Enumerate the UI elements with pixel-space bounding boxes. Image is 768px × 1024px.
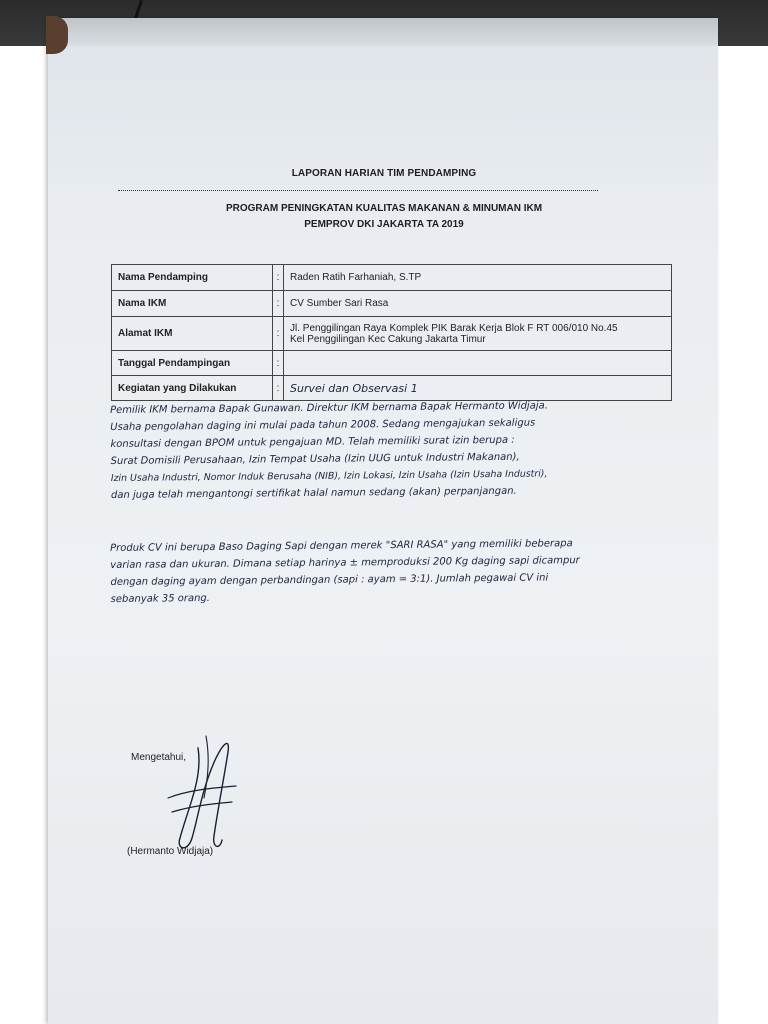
row-value <box>284 351 672 376</box>
note-line: sebanyak 35 orang. <box>110 592 211 605</box>
program-title: PROGRAM PENINGKATAN KUALITAS MAKANAN & MINUMAN IKM <box>225 203 543 214</box>
note-line: konsultasi dengan BPOM untuk pengajuan MD. Telah memiliki surat izin berupa : <box>110 434 515 450</box>
row-label: Alamat IKM <box>112 317 273 351</box>
note-line: dengan daging ayam dengan perbandingan (sapi : ayam = 3:1). Jumlah pegawai CV ini <box>110 572 549 588</box>
table-row <box>112 317 672 351</box>
notes-paragraph-2 <box>110 534 671 608</box>
row-value: CV Sumber Sari Rasa <box>284 291 672 317</box>
note-line: Pemilik IKM bernama Bapak Gunawan. Direktur IKM bernama Bapak Hermanto Widjaja. <box>110 400 548 416</box>
note-line: dan juga telah mengantongi sertifikat halal namun sedang (akan) perpanjangan. <box>110 485 517 501</box>
address-line-2: Kel Penggilingan Kec Cakung Jakarta Timur <box>290 333 486 345</box>
agency-title: PEMPROV DKI JAKARTA TA 2019 <box>304 219 464 230</box>
handwritten-signature <box>158 728 248 858</box>
row-value-address <box>284 317 672 351</box>
row-label: Tanggal Pendampingan <box>112 351 273 376</box>
row-separator: : <box>273 291 284 317</box>
info-table <box>111 264 672 401</box>
note-line: Produk CV ini berupa Baso Daging Sapi dengan merek "SARI RASA" yang memiliki beberapa <box>110 538 573 554</box>
row-label: Nama Pendamping <box>112 265 273 291</box>
row-label: Nama IKM <box>112 291 273 317</box>
notes-paragraph-1 <box>110 396 671 504</box>
row-value-handwritten: Survei dan Observasi 1 <box>284 376 672 401</box>
row-separator: : <box>273 376 284 401</box>
table-row <box>112 265 672 291</box>
note-line: Usaha pengolahan daging ini mulai pada tahun 2008. Sedang mengajukan sekaligus <box>110 417 536 433</box>
finger <box>46 16 68 54</box>
row-separator: : <box>273 265 284 291</box>
row-separator: : <box>273 317 284 351</box>
row-value: Raden Ratih Farhaniah, S.TP <box>284 265 672 291</box>
dotted-divider <box>118 190 598 191</box>
table-row <box>112 291 672 317</box>
row-separator: : <box>273 351 284 376</box>
row-label: Kegiatan yang Dilakukan <box>112 376 273 401</box>
note-line: varian rasa dan ukuran. Dimana setiap harinya ± memproduksi 200 Kg daging sapi dicampur <box>110 555 580 571</box>
note-line: Izin Usaha Industri, Nomor Induk Berusaha (NIB), Izin Lokasi, Izin Usaha (Izin Usaha Industri), <box>110 468 548 484</box>
address-line-1: Jl. Penggilingan Raya Komplek PIK Barak Kerja Blok F RT 006/010 No.45 <box>290 322 618 334</box>
table-row <box>112 351 672 376</box>
signer-name: (Hermanto Widjaja) <box>127 846 214 857</box>
report-title: LAPORAN HARIAN TIM PENDAMPING <box>291 168 477 179</box>
note-line: Surat Domisili Perusahaan, Izin Tempat Usaha (Izin UUG untuk Industri Makanan), <box>110 451 520 467</box>
acknowledged-label: Mengetahui, <box>131 752 187 763</box>
paper-fold-shadow <box>48 18 718 46</box>
